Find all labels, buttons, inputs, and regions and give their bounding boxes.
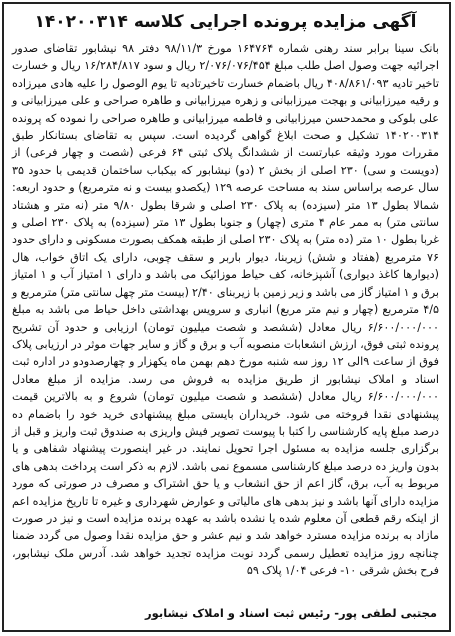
notice-frame xyxy=(2,2,451,632)
notice-title: آگهی مزایده پرونده اجرایی کلاسه ۱۴۰۲۰۰۳۱۴ xyxy=(34,12,417,32)
notice-body: بانک سینا برابر سند رهنی شماره ۱۶۴۷۶۴ مورخ ۹۸/۱۱/۳ دفتر ۹۸ نیشابور تقاضای صدور اجرائیه جهت وصول اصل طلب مبلغ ۲/۰۷۶/۰۷۶/۴۵۴ ریال و سود ۱۶/۲۸۴/۸۱۷ ریال و خسارت تاخیر تادیه ۴۰۸/۸۶۱/۰۹۳ ریال باضمام خسارت تاخیرتادیه تا یوم الوصول را علیه هادی میرزاده و رقیه میرزابیانی و بهجت میرزابیانی و زهره میرزابیانی و طاهره صراحی و علی میرزابیانی و علی بلوکی و محمدحسن میرزابیانی و فاطمه میرزابیانی و طاهره صراحی را نموده که پرونده ۱۴۰۲۰۰۳۱۴ تشکیل و صحت ابلاغ گواهی گردیده است. سپس به تقاضای بستانکار طبق مقررات مورد وثیقه عبارتست از ششدانگ پلاک ثبتی ۶۴ فرعی (شصت و چهار فرعی) از (دویست و سی) ۲۳۰ اصلی از بخش ۲ (دو) نیشابور که بیکباب ساختمان قدیمی با حدود ۳۵ سال عرصه براساس سند به مساحت عرصه ۱۲۹ (یکصدو بیست و نه مترمربع) و حدود اربعه: شمالا بطول ۱۳ متر (سیزده) به پلاک ۲۳۰ اصلی و شرقا بطول ۹/۸۰ متر (نه متر و هشتاد سانتی متر) به ممر عام ۴ متری (چهار) و جنوبا بطول ۱۳ متر (سیزده) به پلاک ۲۳۰ اصلی و غربا بطول ۱۰ متر (ده متر) به پلاک ۲۳۰ اصلی از طبقه همکف بصورت مسکونی و دارای حدود ۷۶ مترمربع (هفتاد و شش) زیربنا، دیوار باربر و سقف چوبی، دارای یک اتاق خواب، هال (دیوارها کاغذ دیواری) آشپزخانه، کف حیاط موزائیک می باشد و دارای ۱ امتیاز آب و ۱ امتیاز برق و ۱ امتیاز گاز می باشد و زیر زمین با زیربنای ۲/۴۰ (بیست متر چهل سانتی متر) مترمربع و ۴/۵ مترمربع (چهار و نیم متر مربع) انباری و سرویس بهداشتی داخل حیاط می باشد به مبلغ ۶/۶۰۰/۰۰۰/۰۰۰ ریال معادل (ششصد و شصت میلیون تومان) ارزیابی و حدود آن تشریح پرونده ثبتی فوق، ارزش انشعابات منصوبه آب و برق و گاز و سایر جهات موثر در ارزیابی پلاک فوق از ساعت ۹الی ۱۲ روز سه شنبه مورخ دهم بهمن ماه یکهزار و چهارصدودو در اداره ثبت اسناد و املاک نیشابور از طریق مزایده به فروش می رسد. مزایده از مبلغ معادل ۶/۶۰۰/۰۰۰/۰۰۰ ریال معادل (ششصد و شصت میلیون تومان) شروع و به بالاترین قیمت پیشنهادی نقدا فروخته می شود. خریداران بایستی مبلغ پیشنهادی خرید خود را باضمام ده درصد مبلغ پایه کارشناسی را کتبا با پیوست تصویر فیش واریزی به صندوق ثبت واریز و قبل از برگزاری جلسه مزایده به مسئول اجرا تحویل نمایند. در غیر اینصورت پیشنهاد شفاهی و یا بدون واریز ده درصد مبلغ کارشناسی مسموع نمی باشد. لازم به ذکر است پرداخت بدهی های مربوط به آب، برق، گاز اعم از حق انشعاب و یا حق اشتراک و مصرف در صورتی که مورد مزایده دارای آنها باشد و نیز بدهی های مالیاتی و عوارض شهرداری و غیره تا تاریخ مزایده اعم از اینکه رقم قطعی آن معلوم شده یا نشده باشد به عهده برنده مزایده است و نیز در صورت مازاد به برنده مزایده مسترد خواهد شد و نیم عشر و حق مزایده نقدا وصول می گردد ضمنا چنانچه روز مزایده تعطیل رسمی گردد نوبت مزایده تجدید خواهد شد. آدرس ملک نیشابور، فرح بخش شرقی ۱۰- فرعی ۱/۰۴ پلاک ۵۹ xyxy=(12,42,440,578)
notice-signature: مجتبی لطفی پور- رئیس ثبت اسناد و املاک نیشابور xyxy=(145,606,437,620)
